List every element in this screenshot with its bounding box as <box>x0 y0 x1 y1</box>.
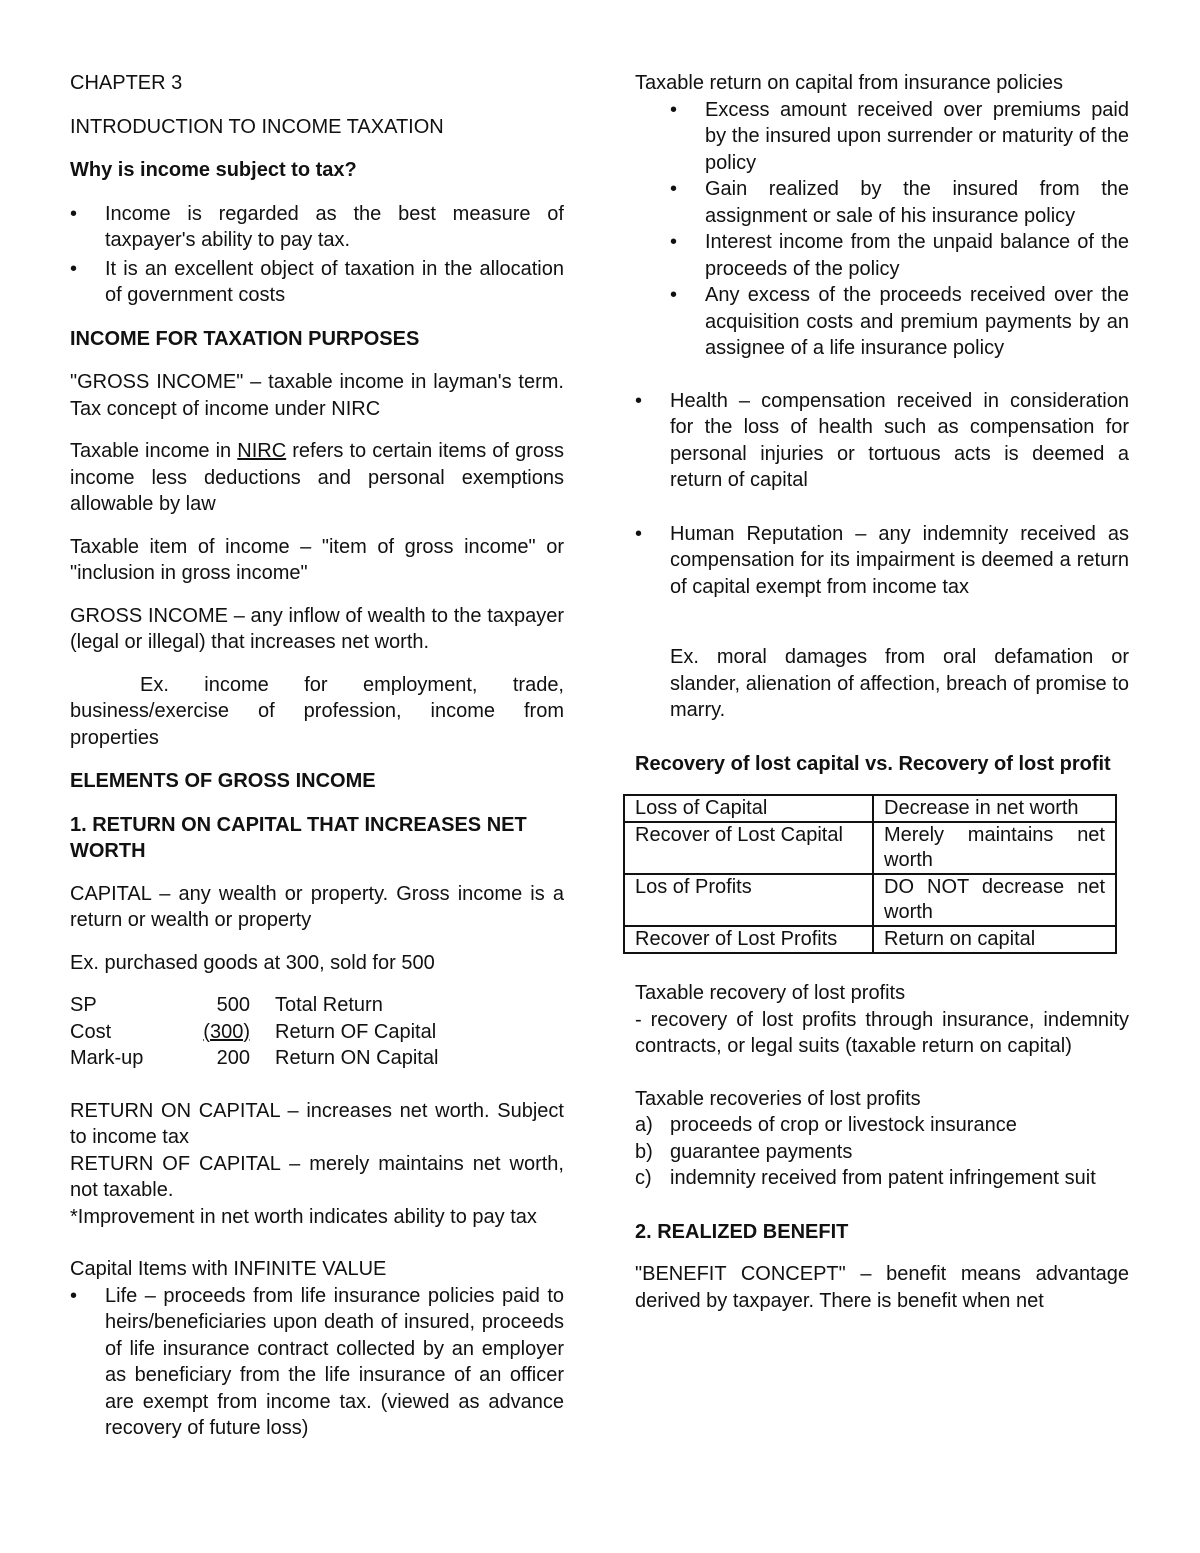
calc-label: Mark-up <box>70 1047 144 1069</box>
why-list <box>70 201 564 309</box>
moral-damages-example: Ex. moral damages from oral defamation or slander, alienation of affection, breach of promise to marry. <box>670 646 1129 721</box>
list-marker: c) <box>635 1167 652 1189</box>
list-marker: b) <box>635 1140 653 1163</box>
table-cell: Merely maintains net worth <box>873 822 1116 874</box>
table-cell: Return on capital <box>873 926 1116 953</box>
recovery-heading: Recovery of lost capital vs. Recovery of lost profit <box>635 752 1111 775</box>
list-item <box>635 1165 1129 1192</box>
insurance-heading: Taxable return on capital from insurance policies <box>635 72 1063 94</box>
nirc-link-text: NIRC <box>237 440 287 462</box>
capital-definition: CAPITAL – any wealth or property. Gross income is a return or wealth or property <box>70 882 564 931</box>
list-text: proceeds of crop or livestock insurance <box>670 1114 1017 1136</box>
table-cell: Loss of Capital <box>624 795 873 822</box>
table-cell: Recover of Lost Profits <box>624 926 873 953</box>
table-row <box>624 795 1116 822</box>
table-row <box>624 926 1116 953</box>
list-item: • Excess amount received over premiums paid by the insured upon surrender or maturity of the policy <box>635 97 1129 177</box>
list-item: • Any excess of the proceeds received over the acquisition costs and premium payments by an assignee of a life insurance policy <box>635 282 1129 362</box>
realized-benefit-heading: 2. REALIZED BENEFIT <box>635 1220 849 1243</box>
text-span: Taxable income in <box>70 440 238 462</box>
list-item: • Gain realized by the insured from the assignment or sale of his insurance policy <box>635 176 1129 229</box>
chapter-label: CHAPTER 3 <box>70 72 183 94</box>
table-cell: Recover of Lost Capital <box>624 822 873 874</box>
calc-amount: (300) <box>203 1020 250 1043</box>
gross-income-inflow: GROSS INCOME – any inflow of wealth to the taxpayer (legal or illegal) that increases net worth. <box>70 604 564 653</box>
left-column <box>70 70 564 1442</box>
table-cell: DO NOT decrease net worth <box>873 874 1116 926</box>
list-item: • It is an excellent object of taxation in the allocation of government costs <box>70 256 564 309</box>
list-item: • Health – compensation received in consideration for the loss of health such as compensation for personal injuries or tortuous acts is deemed a return of capital <box>635 388 1129 494</box>
taxable-recovery-text: - recovery of lost profits through insurance, indemnity contracts, or legal suits (taxable return on capital) <box>635 1008 1129 1057</box>
list-item: • Human Reputation – any indemnity received as compensation for its impairment is deemed a return of capital exempt from income tax <box>635 521 1129 601</box>
list-item: • Life – proceeds from life insurance policies paid to heirs/beneficiaries upon death of insured, proceeds of life insurance contract collected by an employer as beneficiary from the life insurance of an officer are exempt from income tax. (viewed as advance recovery of future loss) <box>70 1283 564 1442</box>
income-example: Ex. income for employment, trade, business/exercise of profession, income from properties <box>70 673 564 749</box>
calc-amount: 500 <box>216 994 250 1016</box>
list-item: • Interest income from the unpaid balance of the proceeds of the policy <box>635 229 1129 282</box>
taxable-recovery-heading: Taxable recovery of lost profits <box>635 982 906 1004</box>
calc-label: SP <box>70 994 97 1016</box>
calc-desc: Return OF Capital <box>275 1020 437 1043</box>
table-cell: Los of Profits <box>624 874 873 926</box>
infinite-value-list <box>70 1283 564 1442</box>
recoveries-list <box>635 1112 1129 1192</box>
taxable-item-paragraph: Taxable item of income – "item of gross income" or "inclusion in gross income" <box>70 535 564 584</box>
list-text: indemnity received from patent infringement suit <box>670 1167 1096 1189</box>
health-list <box>635 388 1129 494</box>
list-text: guarantee payments <box>670 1140 853 1163</box>
insurance-list <box>635 97 1129 362</box>
goods-example: Ex. purchased goods at 300, sold for 500 <box>70 951 435 974</box>
calc-label: Cost <box>70 1020 112 1043</box>
table-row <box>624 822 1116 874</box>
list-item: • Income is regarded as the best measure of taxpayer's ability to pay tax. <box>70 201 564 254</box>
return-on-capital-text: RETURN ON CAPITAL – increases net worth. Subject to income tax <box>70 1099 564 1148</box>
text-span: refers to certain items of gross income less deductions and personal exemptions allowable by law <box>70 440 564 515</box>
taxable-recoveries-heading: Taxable recoveries of lost profits <box>635 1087 921 1110</box>
purposes-heading: INCOME FOR TAXATION PURPOSES <box>70 327 420 350</box>
table-cell: Decrease in net worth <box>873 795 1116 822</box>
improvement-note: *Improvement in net worth indicates ability to pay tax <box>70 1205 537 1228</box>
infinite-value-heading: Capital Items with INFINITE VALUE <box>70 1258 387 1280</box>
list-item <box>635 1112 1129 1139</box>
calc-amount: 200 <box>216 1047 250 1069</box>
recovery-table <box>623 794 1117 954</box>
calc-desc: Return ON Capital <box>275 1047 439 1069</box>
reputation-list <box>635 521 1129 601</box>
right-column <box>635 70 1129 1314</box>
list-item <box>635 1139 1129 1166</box>
return-of-capital-text: RETURN OF CAPITAL – merely maintains net worth, not taxable. <box>70 1152 564 1201</box>
table-row <box>624 874 1116 926</box>
benefit-concept: "BENEFIT CONCEPT" – benefit means advantage derived by taxpayer. There is benefit when net <box>635 1263 1129 1312</box>
list-marker: a) <box>635 1114 653 1136</box>
gross-income-definition: "GROSS INCOME" – taxable income in layman's term. Tax concept of income under NIRC <box>70 371 564 420</box>
chapter-title: INTRODUCTION TO INCOME TAXATION <box>70 115 444 138</box>
markup-calculation <box>70 992 564 1072</box>
taxable-income-paragraph <box>70 438 564 518</box>
return-on-capital-heading: 1. RETURN ON CAPITAL THAT INCREASES NET WORTH <box>70 813 527 862</box>
why-heading: Why is income subject to tax? <box>70 159 357 181</box>
calc-desc: Total Return <box>275 994 383 1016</box>
elements-heading: ELEMENTS OF GROSS INCOME <box>70 770 376 792</box>
